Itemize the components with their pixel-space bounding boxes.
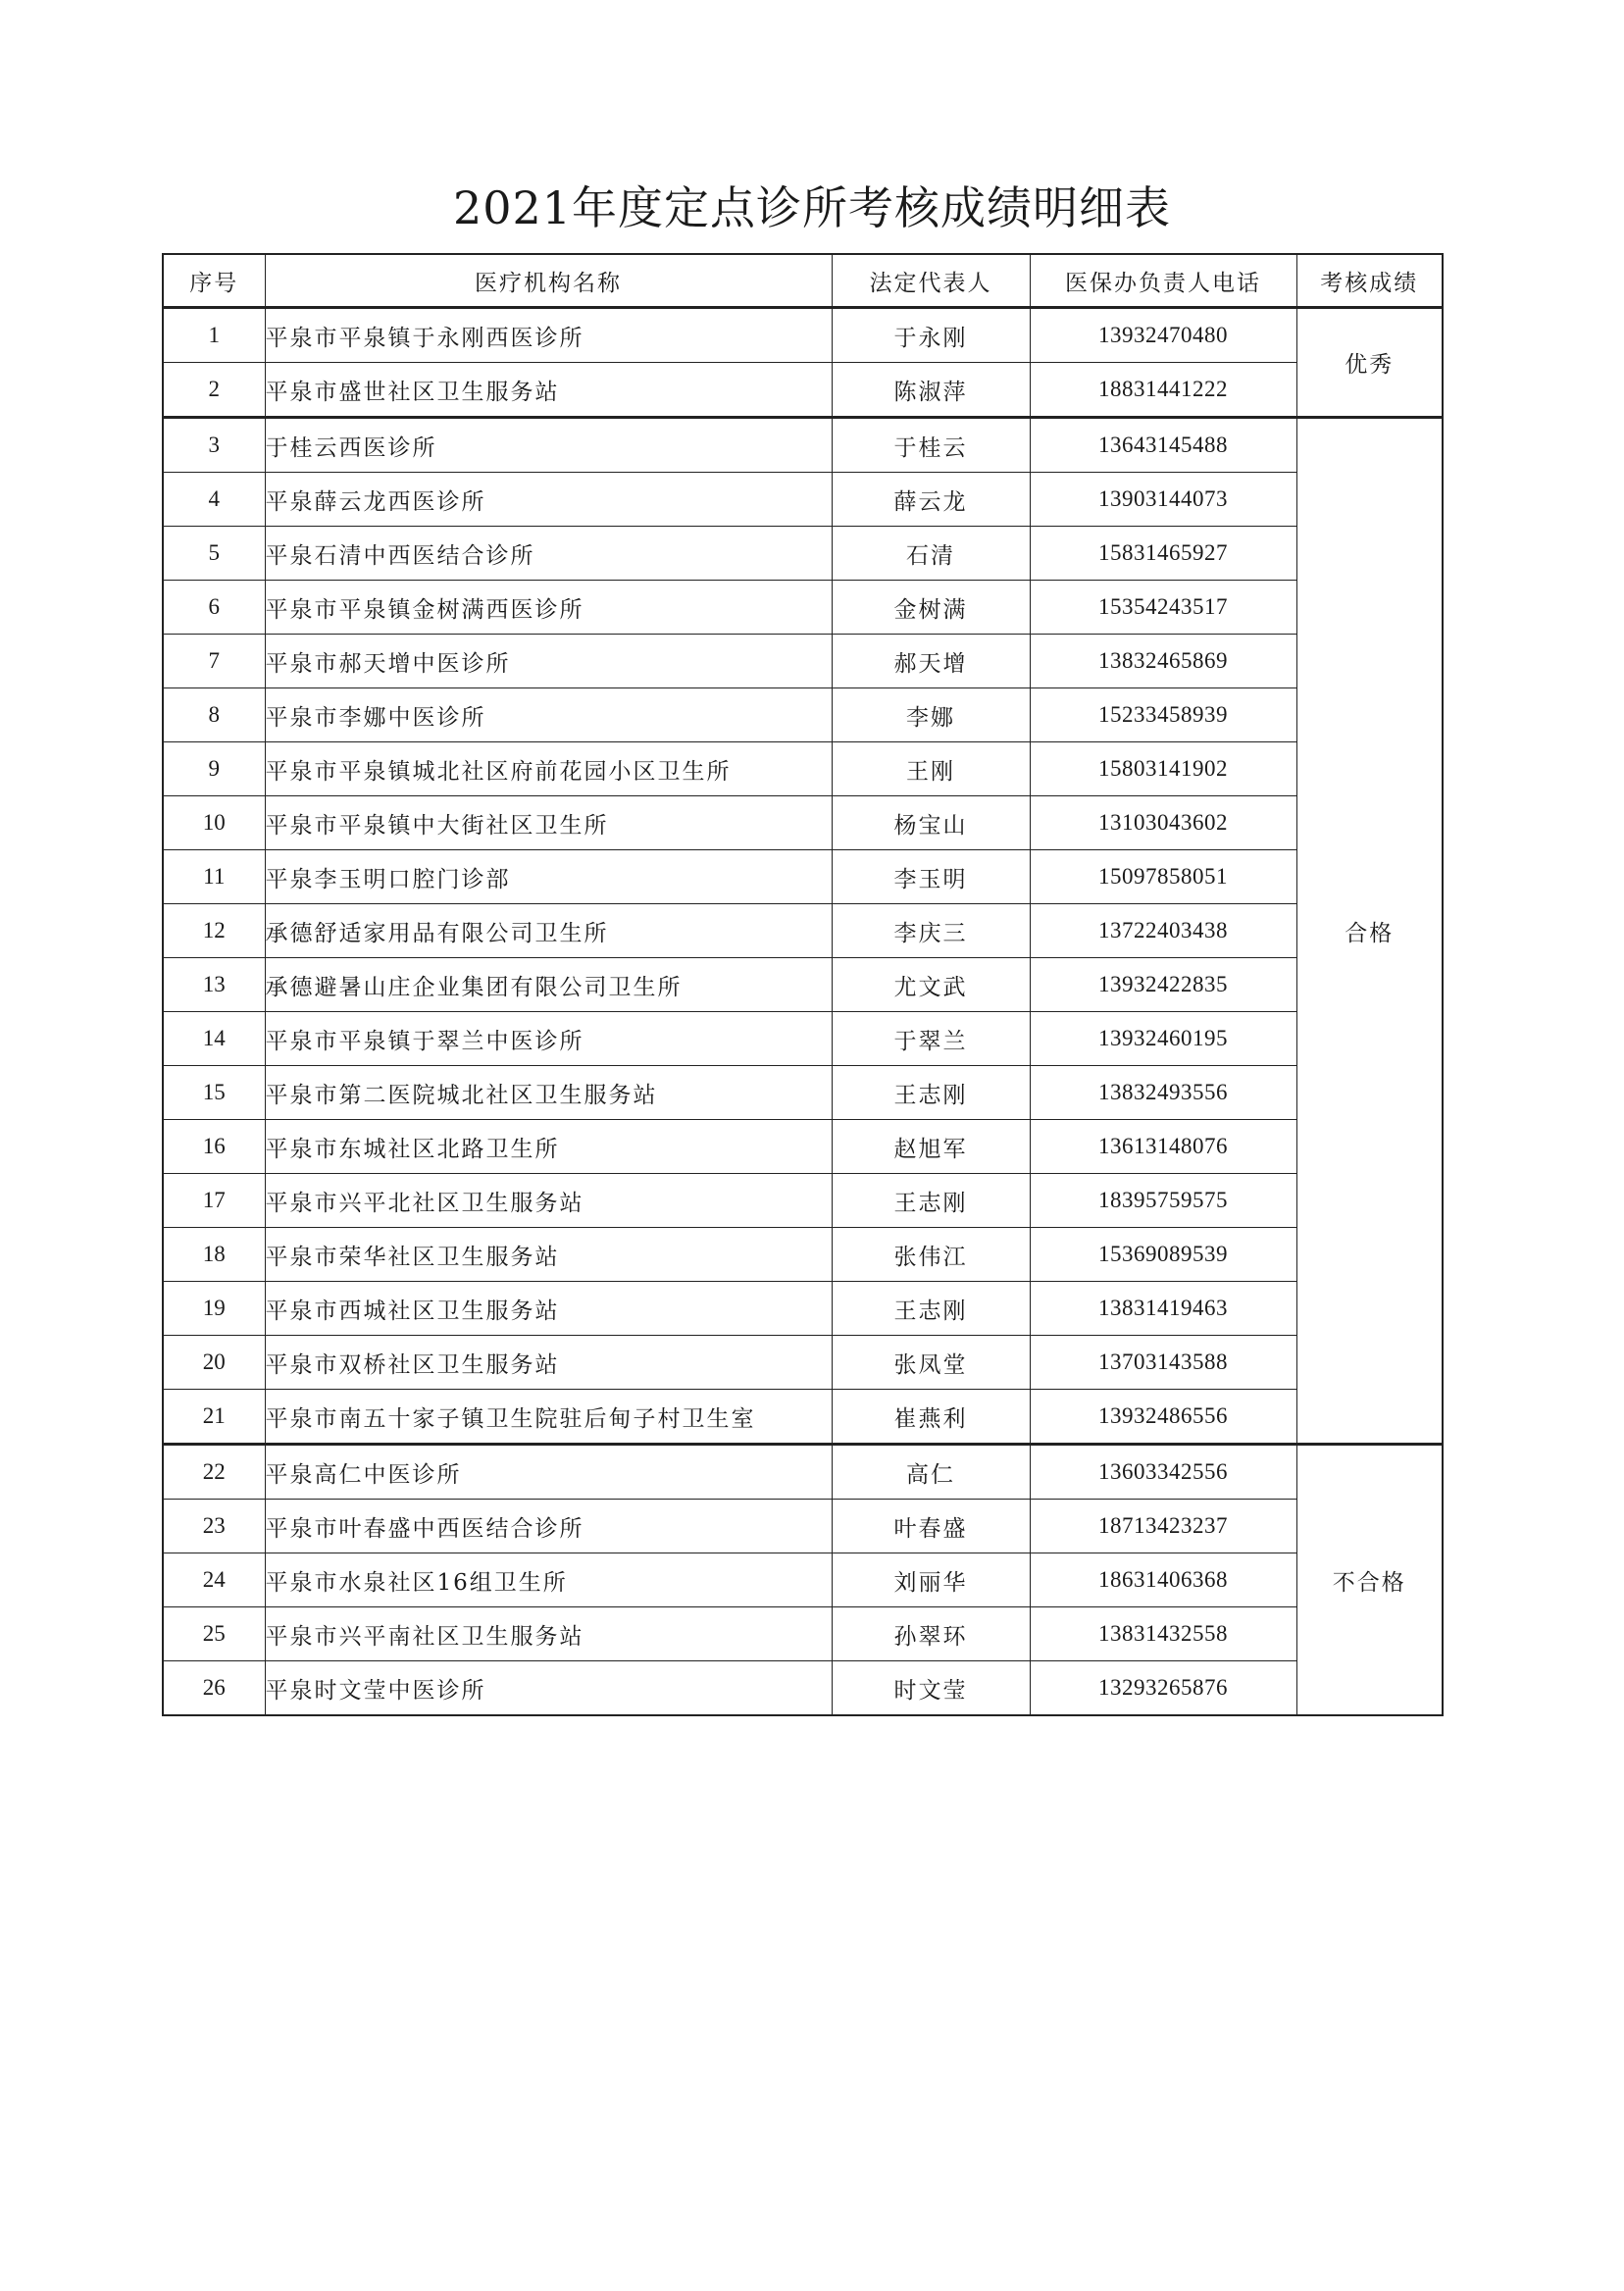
legal-representative: 张凤堂 xyxy=(832,1336,1030,1390)
row-number: 11 xyxy=(163,850,265,904)
table-row xyxy=(163,581,1443,635)
contact-phone: 13903144073 xyxy=(1030,473,1296,527)
table-row xyxy=(163,527,1443,581)
legal-representative: 刘丽华 xyxy=(832,1553,1030,1607)
table-row xyxy=(163,1336,1443,1390)
institution-name: 平泉市叶春盛中西医结合诊所 xyxy=(265,1500,832,1553)
legal-representative: 王志刚 xyxy=(832,1174,1030,1228)
legal-representative: 赵旭军 xyxy=(832,1120,1030,1174)
legal-representative: 薛云龙 xyxy=(832,473,1030,527)
row-number: 16 xyxy=(163,1120,265,1174)
table-row xyxy=(163,1282,1443,1336)
header-grade: 考核成绩 xyxy=(1296,254,1443,308)
legal-representative: 王刚 xyxy=(832,742,1030,796)
header-no: 序号 xyxy=(163,254,265,308)
legal-representative: 叶春盛 xyxy=(832,1500,1030,1553)
table-row xyxy=(163,1174,1443,1228)
contact-phone: 13643145488 xyxy=(1030,418,1296,473)
legal-representative: 王志刚 xyxy=(832,1066,1030,1120)
table-row xyxy=(163,958,1443,1012)
legal-representative: 时文莹 xyxy=(832,1661,1030,1716)
contact-phone: 18831441222 xyxy=(1030,363,1296,418)
row-number: 15 xyxy=(163,1066,265,1120)
page-title: 2021年度定点诊所考核成绩明细表 xyxy=(452,181,1172,234)
institution-name: 平泉市平泉镇于翠兰中医诊所 xyxy=(265,1012,832,1066)
row-number: 12 xyxy=(163,904,265,958)
contact-phone: 13703143588 xyxy=(1030,1336,1296,1390)
row-number: 3 xyxy=(163,418,265,473)
legal-representative: 高仁 xyxy=(832,1445,1030,1500)
institution-name: 承德避暑山庄企业集团有限公司卫生所 xyxy=(265,958,832,1012)
table-row xyxy=(163,1661,1443,1716)
legal-representative: 崔燕利 xyxy=(832,1390,1030,1445)
assessment-grade: 不合格 xyxy=(1296,1445,1443,1716)
assessment-table xyxy=(162,253,1444,1716)
contact-phone: 13832493556 xyxy=(1030,1066,1296,1120)
institution-name: 承德舒适家用品有限公司卫生所 xyxy=(265,904,832,958)
table-row xyxy=(163,1500,1443,1553)
table-row xyxy=(163,1390,1443,1445)
table-row xyxy=(163,1012,1443,1066)
contact-phone: 18631406368 xyxy=(1030,1553,1296,1607)
institution-name: 于桂云西医诊所 xyxy=(265,418,832,473)
header-institution-name: 医疗机构名称 xyxy=(265,254,832,308)
contact-phone: 13603342556 xyxy=(1030,1445,1296,1500)
header-phone: 医保办负责人电话 xyxy=(1030,254,1296,308)
assessment-grade: 优秀 xyxy=(1296,308,1443,418)
table-row xyxy=(163,1553,1443,1607)
legal-representative: 李娜 xyxy=(832,688,1030,742)
row-number: 21 xyxy=(163,1390,265,1445)
legal-representative: 王志刚 xyxy=(832,1282,1030,1336)
table-row xyxy=(163,1607,1443,1661)
legal-representative: 孙翠环 xyxy=(832,1607,1030,1661)
legal-representative: 李玉明 xyxy=(832,850,1030,904)
contact-phone: 18713423237 xyxy=(1030,1500,1296,1553)
institution-name: 平泉市盛世社区卫生服务站 xyxy=(265,363,832,418)
header-legal-rep: 法定代表人 xyxy=(832,254,1030,308)
table-row xyxy=(163,473,1443,527)
table-row xyxy=(163,904,1443,958)
contact-phone: 18395759575 xyxy=(1030,1174,1296,1228)
assessment-grade: 合格 xyxy=(1296,418,1443,1445)
contact-phone: 13831432558 xyxy=(1030,1607,1296,1661)
table-row xyxy=(163,688,1443,742)
table-row xyxy=(163,1120,1443,1174)
institution-name: 平泉市第二医院城北社区卫生服务站 xyxy=(265,1066,832,1120)
table-row xyxy=(163,850,1443,904)
row-number: 24 xyxy=(163,1553,265,1607)
table-row xyxy=(163,635,1443,688)
contact-phone: 13613148076 xyxy=(1030,1120,1296,1174)
legal-representative: 杨宝山 xyxy=(832,796,1030,850)
legal-representative: 于桂云 xyxy=(832,418,1030,473)
institution-name: 平泉市平泉镇城北社区府前花园小区卫生所 xyxy=(265,742,832,796)
institution-name: 平泉市兴平北社区卫生服务站 xyxy=(265,1174,832,1228)
legal-representative: 郝天增 xyxy=(832,635,1030,688)
legal-representative: 陈淑萍 xyxy=(832,363,1030,418)
row-number: 26 xyxy=(163,1661,265,1716)
contact-phone: 15831465927 xyxy=(1030,527,1296,581)
contact-phone: 15803141902 xyxy=(1030,742,1296,796)
legal-representative: 石清 xyxy=(832,527,1030,581)
legal-representative: 李庆三 xyxy=(832,904,1030,958)
table-row xyxy=(163,742,1443,796)
institution-name: 平泉高仁中医诊所 xyxy=(265,1445,832,1500)
contact-phone: 13722403438 xyxy=(1030,904,1296,958)
table-header-row xyxy=(163,254,1443,308)
institution-name: 平泉市平泉镇于永刚西医诊所 xyxy=(265,308,832,363)
institution-name: 平泉市平泉镇中大街社区卫生所 xyxy=(265,796,832,850)
legal-representative: 于永刚 xyxy=(832,308,1030,363)
contact-phone: 13293265876 xyxy=(1030,1661,1296,1716)
contact-phone: 15233458939 xyxy=(1030,688,1296,742)
row-number: 17 xyxy=(163,1174,265,1228)
row-number: 7 xyxy=(163,635,265,688)
institution-name: 平泉市李娜中医诊所 xyxy=(265,688,832,742)
contact-phone: 15354243517 xyxy=(1030,581,1296,635)
institution-name: 平泉市南五十家子镇卫生院驻后甸子村卫生室 xyxy=(265,1390,832,1445)
contact-phone: 13932486556 xyxy=(1030,1390,1296,1445)
row-number: 20 xyxy=(163,1336,265,1390)
row-number: 25 xyxy=(163,1607,265,1661)
row-number: 9 xyxy=(163,742,265,796)
institution-name: 平泉市兴平南社区卫生服务站 xyxy=(265,1607,832,1661)
table-row xyxy=(163,1445,1443,1500)
contact-phone: 13831419463 xyxy=(1030,1282,1296,1336)
contact-phone: 13932422835 xyxy=(1030,958,1296,1012)
legal-representative: 张伟江 xyxy=(832,1228,1030,1282)
legal-representative: 于翠兰 xyxy=(832,1012,1030,1066)
row-number: 13 xyxy=(163,958,265,1012)
legal-representative: 尤文武 xyxy=(832,958,1030,1012)
institution-name: 平泉时文莹中医诊所 xyxy=(265,1661,832,1716)
contact-phone: 13832465869 xyxy=(1030,635,1296,688)
row-number: 5 xyxy=(163,527,265,581)
row-number: 2 xyxy=(163,363,265,418)
institution-name: 平泉市荣华社区卫生服务站 xyxy=(265,1228,832,1282)
row-number: 22 xyxy=(163,1445,265,1500)
legal-representative: 金树满 xyxy=(832,581,1030,635)
table-row xyxy=(163,1228,1443,1282)
row-number: 1 xyxy=(163,308,265,363)
row-number: 14 xyxy=(163,1012,265,1066)
row-number: 18 xyxy=(163,1228,265,1282)
institution-name: 平泉薛云龙西医诊所 xyxy=(265,473,832,527)
table-row xyxy=(163,1066,1443,1120)
row-number: 6 xyxy=(163,581,265,635)
row-number: 8 xyxy=(163,688,265,742)
institution-name: 平泉市东城社区北路卫生所 xyxy=(265,1120,832,1174)
institution-name: 平泉市西城社区卫生服务站 xyxy=(265,1282,832,1336)
institution-name: 平泉市双桥社区卫生服务站 xyxy=(265,1336,832,1390)
contact-phone: 13932470480 xyxy=(1030,308,1296,363)
row-number: 23 xyxy=(163,1500,265,1553)
contact-phone: 13103043602 xyxy=(1030,796,1296,850)
table-body xyxy=(163,308,1443,1716)
institution-name: 平泉李玉明口腔门诊部 xyxy=(265,850,832,904)
contact-phone: 15097858051 xyxy=(1030,850,1296,904)
table-row xyxy=(163,418,1443,473)
contact-phone: 13932460195 xyxy=(1030,1012,1296,1066)
institution-name: 平泉市郝天增中医诊所 xyxy=(265,635,832,688)
table-row xyxy=(163,796,1443,850)
institution-name: 平泉市平泉镇金树满西医诊所 xyxy=(265,581,832,635)
table-row xyxy=(163,363,1443,418)
row-number: 4 xyxy=(163,473,265,527)
row-number: 19 xyxy=(163,1282,265,1336)
table-row xyxy=(163,308,1443,363)
institution-name: 平泉市水泉社区16组卫生所 xyxy=(265,1553,832,1607)
institution-name: 平泉石清中西医结合诊所 xyxy=(265,527,832,581)
row-number: 10 xyxy=(163,796,265,850)
contact-phone: 15369089539 xyxy=(1030,1228,1296,1282)
